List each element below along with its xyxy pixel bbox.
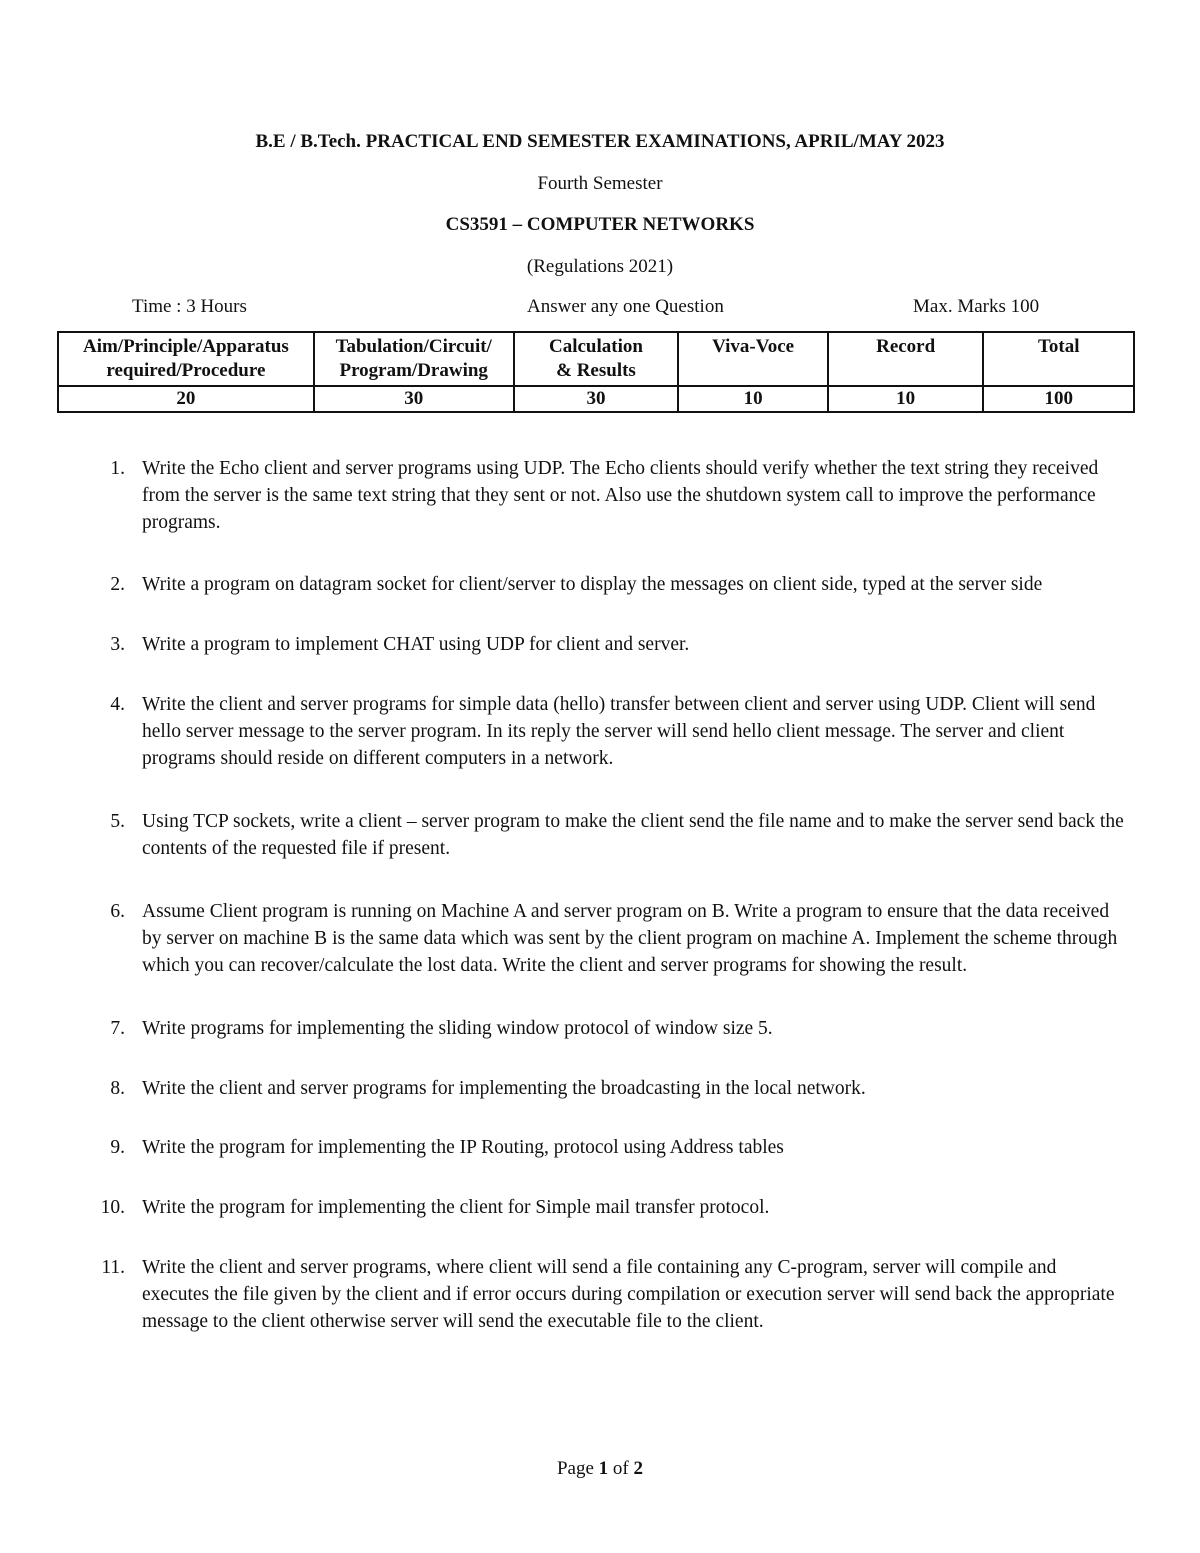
question-number: 4. (110, 694, 125, 715)
marks-table-value-cell: 20 (58, 386, 314, 412)
marks-table-header-cell: Total (983, 332, 1134, 386)
question-item (0, 1015, 1200, 1042)
marks-table-header-cell: Calculation & Results (514, 332, 679, 386)
question-number: 8. (110, 1078, 125, 1099)
course-title: CS3591 – COMPUTER NETWORKS (445, 214, 755, 235)
question-number: 2. (110, 574, 125, 595)
page-of: of (612, 1458, 629, 1479)
page-current: 1 (598, 1458, 609, 1479)
question-text: Write a program on datagram socket for client/server to display the messages on client side, typed at the server side (142, 574, 1043, 595)
marks-table-header-row (58, 332, 1134, 386)
question-list (0, 455, 1200, 1335)
question-number: 7. (110, 1018, 125, 1039)
marks-table-header-cell: Record (828, 332, 984, 386)
question-item (0, 808, 1200, 862)
semester-label: Fourth Semester (537, 173, 663, 194)
question-item (0, 898, 1200, 979)
marks-table-value-cell: 30 (514, 386, 679, 412)
question-item (0, 1194, 1200, 1221)
question-text: Write the client and server programs for simple data (hello) transfer between client and server using UDP. Client will send hello server message to the server program. In its reply the server will send hello client message. The server and client programs should reside on different computers in a network. (142, 694, 1096, 769)
question-item (0, 1254, 1200, 1335)
question-number: 6. (110, 901, 125, 922)
page-total: 2 (633, 1458, 643, 1479)
marks-table-header-cell: Aim/Principle/Apparatus required/Procedure (58, 332, 314, 386)
question-item (0, 571, 1200, 598)
question-item (0, 1075, 1200, 1102)
page-word: Page (556, 1458, 594, 1479)
question-text: Write the client and server programs for implementing the broadcasting in the local network. (142, 1078, 866, 1099)
marks-table-value-cell: 10 (678, 386, 828, 412)
regulations-label: (Regulations 2021) (526, 256, 674, 277)
marks-table-header-cell: Viva-Voce (678, 332, 828, 386)
marks-table-value-cell: 10 (828, 386, 984, 412)
question-number: 3. (110, 634, 125, 655)
question-number: 1. (110, 458, 125, 479)
question-item (0, 631, 1200, 658)
question-text: Write the client and server programs, where client will send a file containing any C-program, server will compile and executes the file given by the client and if error occurs during compilation or execution server will send back the appropriate message to the client otherwise server will send the executable file to the client. (142, 1257, 1115, 1332)
question-text: Write the Echo client and server programs using UDP. The Echo clients should verify whether the text string they received from the server is the same text string that they sent or not. Also use the shutdown system call to improve the performance programs. (142, 458, 1099, 533)
question-text: Using TCP sockets, write a client – server program to make the client send the file name and to make the server send back the contents of the requested file if present. (142, 811, 1124, 859)
marks-table-value-cell: 30 (314, 386, 514, 412)
question-item (0, 455, 1200, 536)
question-number: 11. (101, 1257, 125, 1278)
question-number: 10. (100, 1197, 125, 1218)
page-footer (0, 1458, 1200, 1480)
question-text: Write a program to implement CHAT using UDP for client and server. (142, 634, 690, 655)
question-number: 9. (110, 1137, 125, 1158)
question-number: 5. (110, 811, 125, 832)
marks-table-header-cell: Tabulation/Circuit/ Program/Drawing (314, 332, 514, 386)
question-item (0, 1134, 1200, 1161)
exam-instruction: Answer any one Question (527, 296, 724, 317)
marks-distribution-table (57, 331, 1135, 413)
exam-duration: Time : 3 Hours (132, 296, 247, 317)
question-text: Write the program for implementing the IP Routing, protocol using Address tables (142, 1137, 784, 1158)
max-marks: Max. Marks 100 (913, 296, 1040, 317)
question-item (0, 691, 1200, 772)
marks-table-values-row (58, 386, 1134, 412)
marks-table-value-cell: 100 (983, 386, 1134, 412)
exam-title: B.E / B.Tech. PRACTICAL END SEMESTER EXAMINATIONS, APRIL/MAY 2023 (255, 131, 945, 152)
question-text: Write programs for implementing the sliding window protocol of window size 5. (142, 1018, 773, 1039)
question-text: Write the program for implementing the client for Simple mail transfer protocol. (142, 1197, 770, 1218)
question-text: Assume Client program is running on Machine A and server program on B. Write a program to ensure that the data received by server on machine B is the same data which was sent by the client program on machine A. Implement the scheme through which you can recover/calculate the lost data. Write the client and server programs for showing the result. (142, 901, 1118, 976)
